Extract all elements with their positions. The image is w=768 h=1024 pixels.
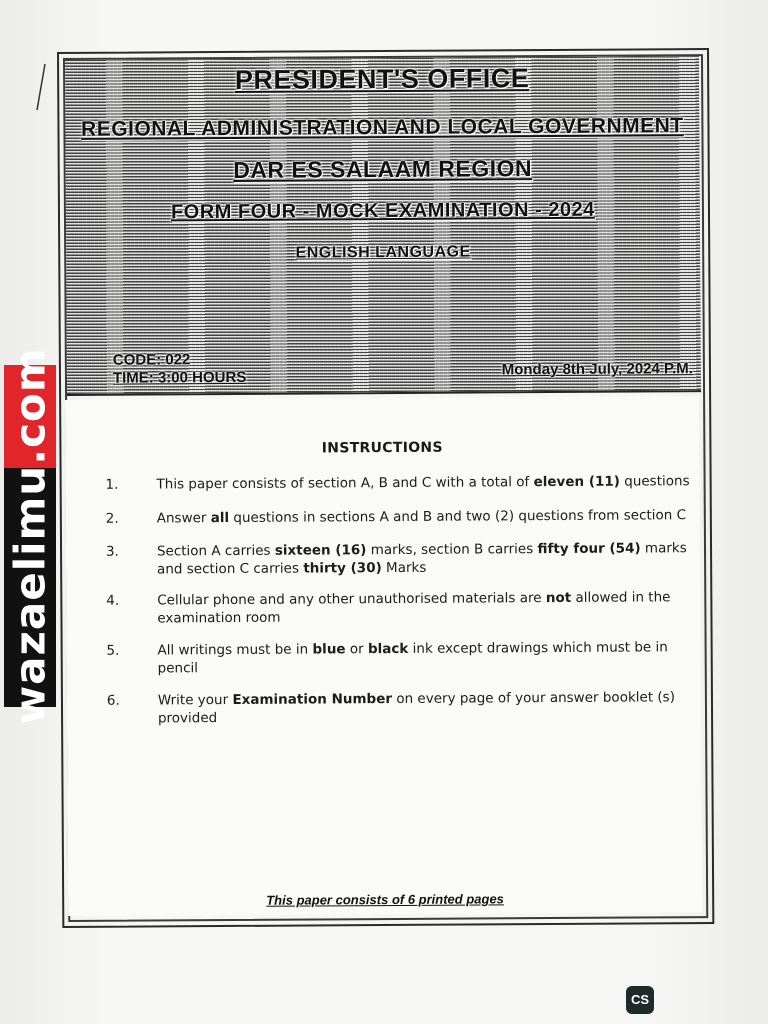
exam-code: CODE: 022 [112, 351, 191, 369]
camscanner-badge: CS [626, 986, 654, 1014]
site-watermark [4, 347, 56, 725]
instruction-item [105, 539, 696, 578]
instruction-number: 2. [105, 510, 119, 527]
instruction-item [105, 472, 695, 493]
exam-title: FORM FOUR - MOCK EXAMINATION - 2024 [170, 198, 595, 224]
instruction-item [105, 506, 696, 527]
office-title: PRESIDENT'S OFFICE [234, 63, 530, 95]
instruction-number: 1. [105, 476, 119, 493]
header-microtext-pattern [65, 56, 701, 394]
instructions-section [65, 396, 702, 916]
instruction-text: Section A carries sixteen (16) marks, section B carries fifty four (54) marks and section C carries thirty (30) Marks [156, 540, 687, 578]
exam-time: TIME: 3:00 HOURS [112, 368, 247, 387]
instruction-item [106, 688, 697, 727]
instruction-number: 6. [106, 692, 120, 709]
instruction-number: 3. [105, 543, 119, 560]
exam-date: Monday 8th July, 2024 P.M. [501, 360, 693, 379]
subject-title: ENGLISH LANGUAGE [295, 243, 471, 262]
instruction-text: Write your Examination Number on every page of your answer booklet (s) provided [157, 689, 676, 727]
instruction-number: 5. [106, 642, 120, 659]
exam-header [65, 56, 701, 396]
instruction-text: This paper consists of section A, B and C with a total of eleven (11) questions [156, 473, 690, 493]
instruction-item [106, 638, 696, 677]
instructions-title: INSTRUCTIONS [321, 439, 443, 457]
watermark-text: wazaelimu.com [5, 347, 55, 725]
instruction-text: Answer all questions in sections A and B and two (2) questions from section C [156, 507, 687, 527]
instruction-number: 4. [106, 592, 120, 609]
ministry-title: REGIONAL ADMINISTRATION AND LOCAL GOVERNMENT [81, 114, 684, 141]
region-title: DAR ES SALAAM REGION [233, 155, 533, 183]
scan-mark [33, 62, 47, 112]
instruction-text: All writings must be in blue or black ink except drawings which must be in pencil [157, 639, 668, 677]
instruction-text: Cellular phone and any other unauthorised materials are not allowed in the examination room [157, 589, 671, 627]
page-count-note: This paper consists of 6 printed pages [266, 891, 504, 908]
instruction-item [106, 588, 696, 627]
